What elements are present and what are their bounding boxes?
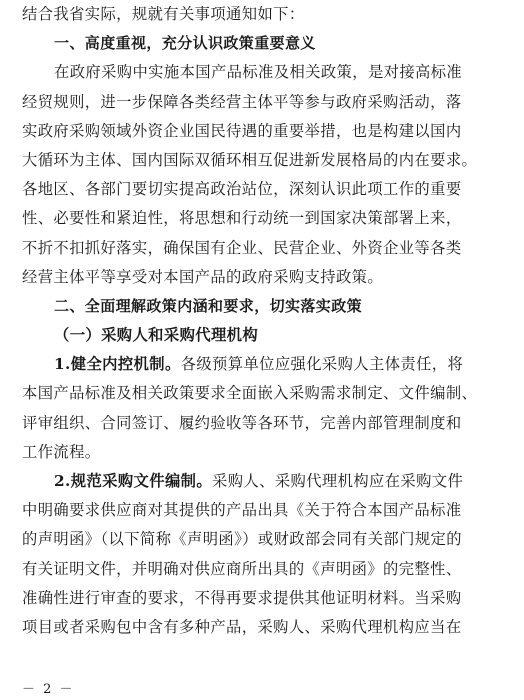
- item1-first-text: 各级预算单位应强化采购人主体责任，将: [180, 355, 464, 374]
- section1-line-8: 经营主体平等享受对本国产品的政府采购支持政策。: [22, 267, 384, 286]
- item1-line-3: 评审组织、合同签订、履约验收等各环节，完善内部管理制度和: [22, 413, 462, 432]
- item2-line-5: 准确性进行审查的要求，不得再要求提供其他证明材料。当采购: [22, 588, 462, 607]
- item1-line-4: 工作流程。: [22, 442, 101, 461]
- section1-heading: 一、高度重视，充分认识政策重要意义: [54, 34, 316, 53]
- section1-line-5: 各地区、各部门要切实提高政治站位，深刻认识此项工作的重要: [22, 180, 462, 199]
- section1-line-7: 不折不扣抓好落实，确保国有企业、民营企业、外资企业等各类: [22, 238, 462, 257]
- section1-line-2: 经贸规则，进一步保障各类经营主体平等参与政府采购活动，落: [22, 92, 462, 111]
- section1-line-6: 性、必要性和紧迫性，将思想和行动统一到国家决策部署上来，: [22, 209, 462, 228]
- item2-line-2: 中明确要求供应商对其提供的产品出具《关于符合本国产品标准: [22, 501, 462, 520]
- section1-line-1: 在政府采购中实施本国产品标准及相关政策，是对接高标准: [54, 63, 463, 82]
- item1-line-2: 本国产品标准及相关政策要求全面嵌入采购需求制定、文件编制、: [22, 384, 478, 403]
- item2-first-text: 采购人、采购代理机构应在采购文件: [212, 472, 464, 490]
- section1-line-4: 大循环为主体、国内国际双循环相互促进新发展格局的内在要求。: [22, 150, 478, 169]
- item2-line-6: 项目或者采购包中含有多种产品，采购人、采购代理机构应当在: [22, 617, 462, 636]
- item1-lead: 1.健全内控机制。: [54, 355, 181, 374]
- intro-line: 结合我省实际，规就有关事项通知如下：: [22, 5, 305, 23]
- item2-line-3: 的声明函》（以下简称《声明函》）或财政部会同有关部门规定的: [22, 530, 462, 549]
- item2-first-line: [22, 467, 510, 496]
- document-body: [22, 0, 510, 642]
- item1-first-line: [22, 350, 510, 379]
- item2-lead: 2.规范采购文件编制。: [54, 472, 213, 490]
- section2-subheading: （一）采购人和采购代理机构: [54, 326, 259, 345]
- section2-heading: 二、全面理解政策内涵和要求，切实落实政策: [54, 296, 363, 315]
- page-number: － 2 －: [22, 682, 75, 697]
- item2-line-4: 有关证明文件，并明确对供应商所出具的《声明函》的完整性、: [22, 559, 462, 578]
- section1-line-3: 实政府采购领域外资企业国民待遇的重要举措，也是构建以国内: [22, 121, 462, 140]
